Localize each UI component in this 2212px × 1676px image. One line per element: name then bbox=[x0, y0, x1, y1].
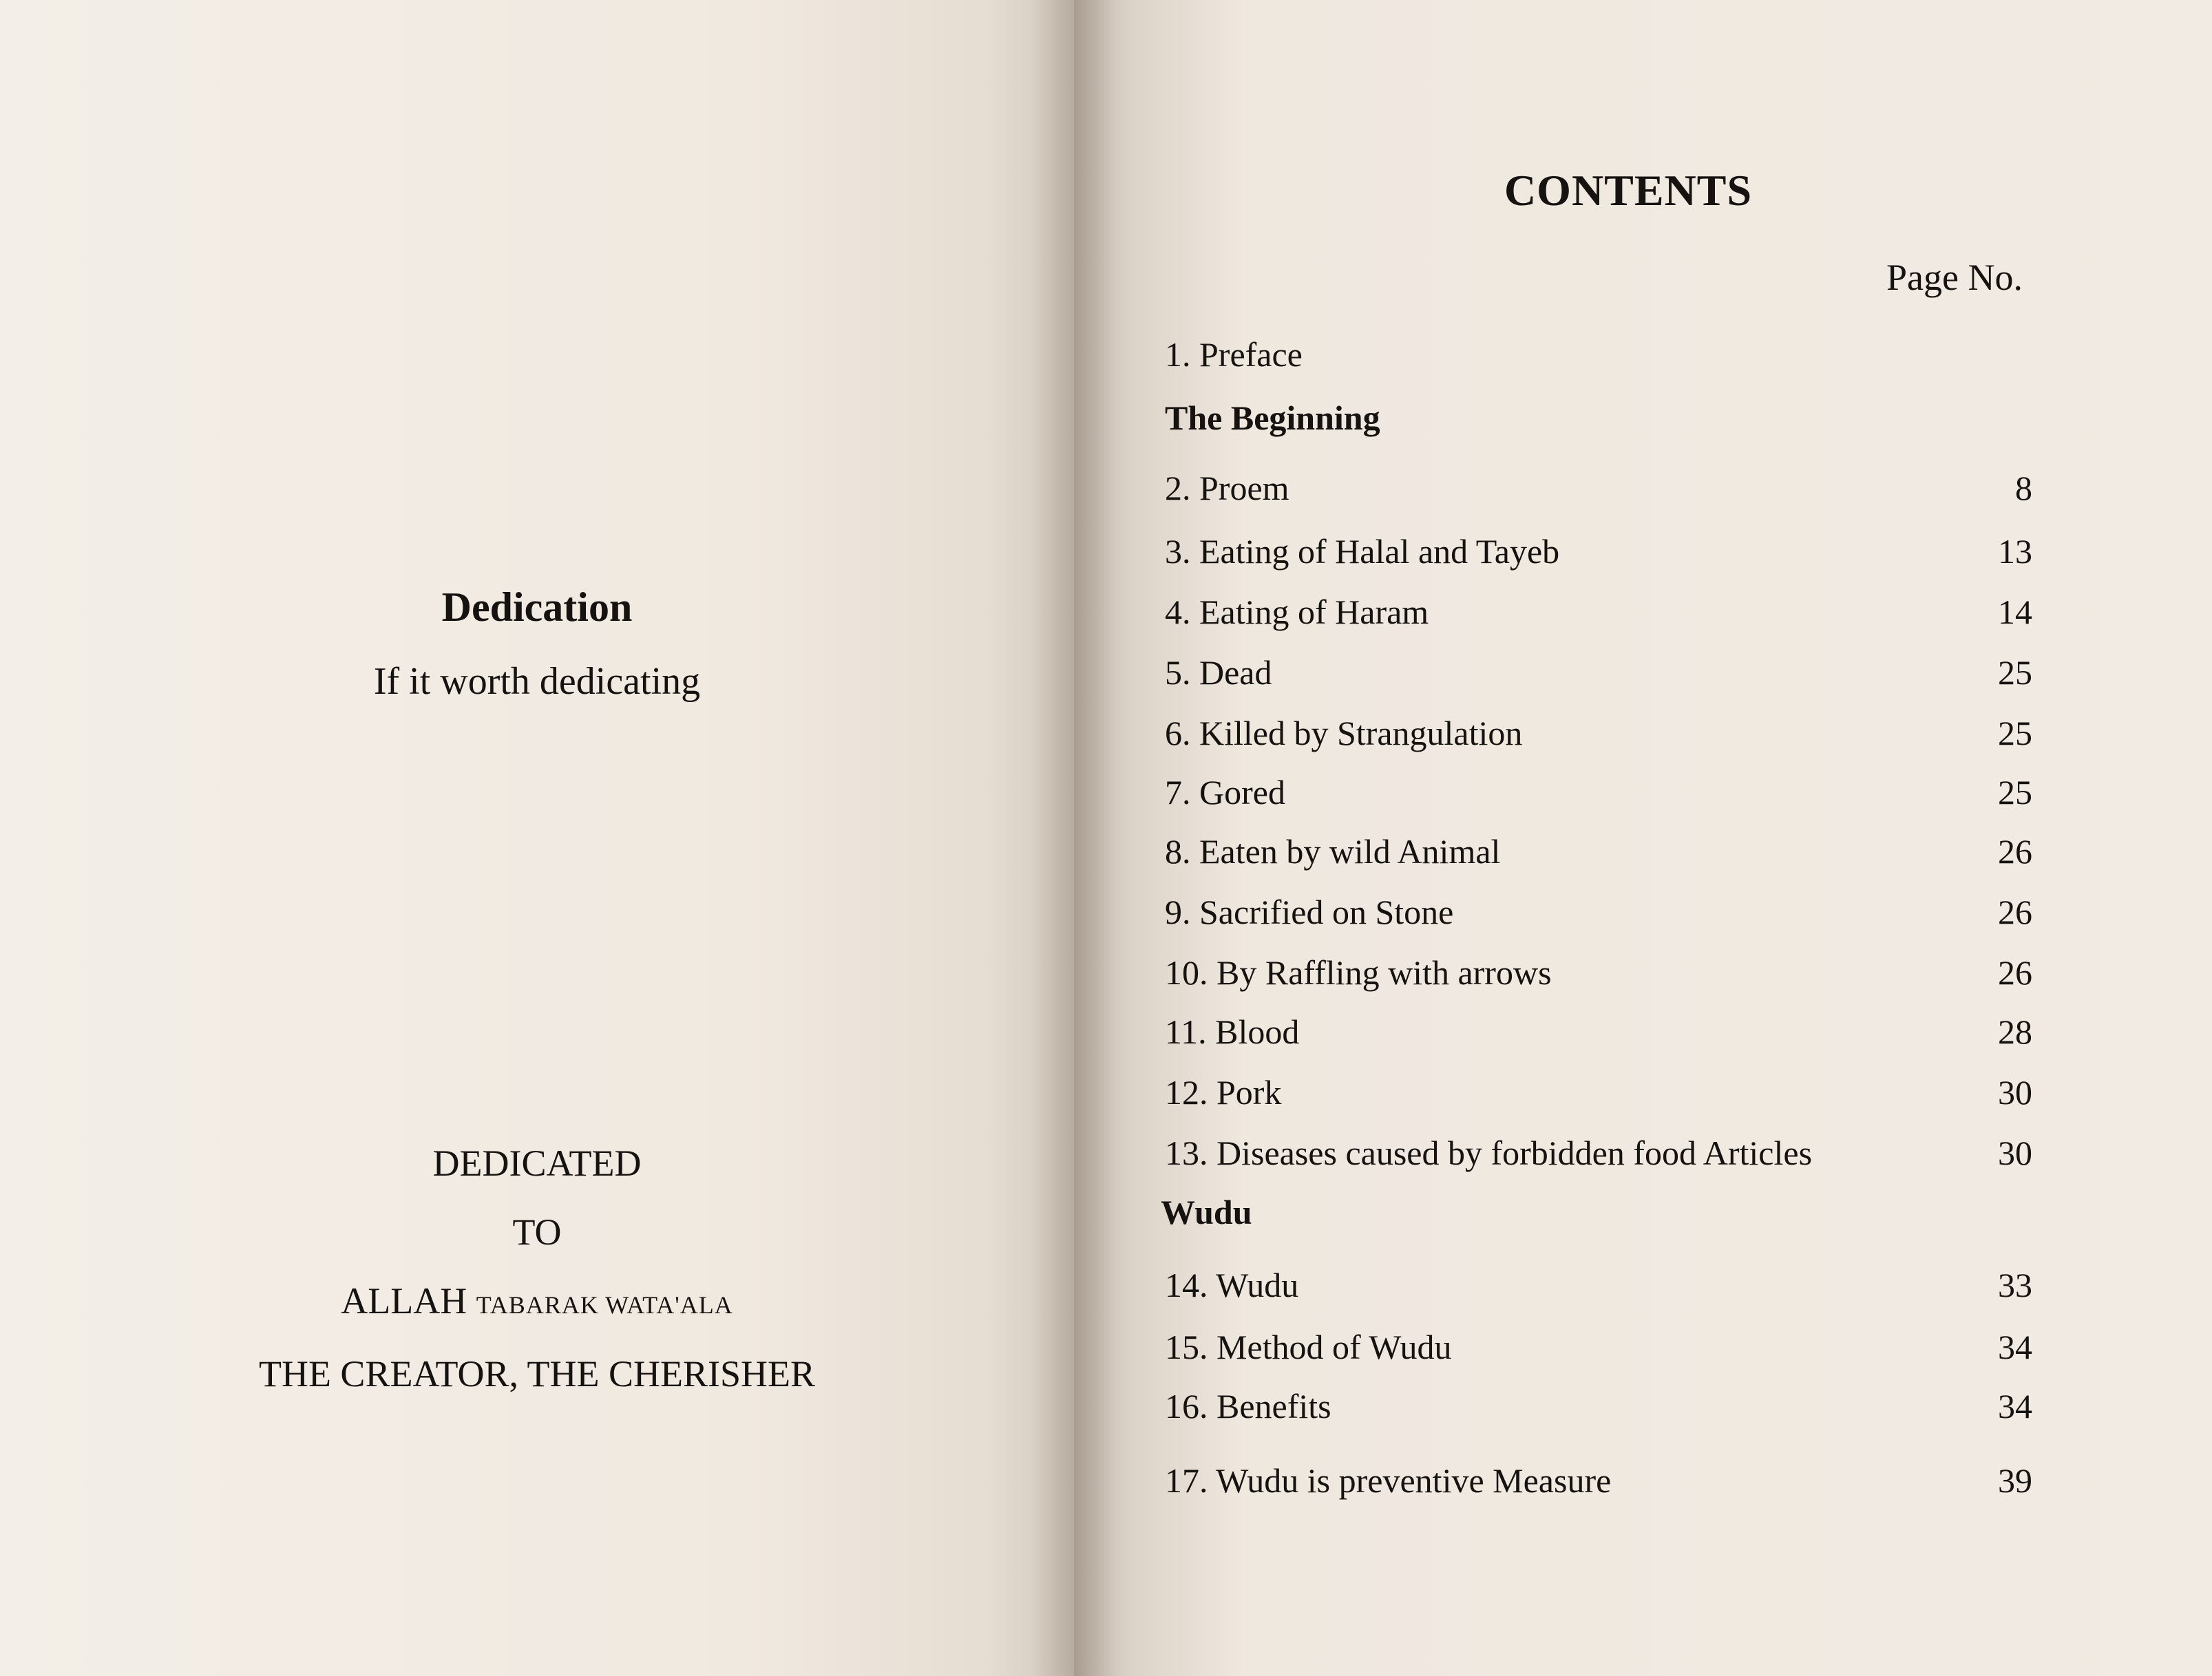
toc-page-number: 34 bbox=[1998, 1328, 2032, 1366]
toc-entry: 16. Benefits bbox=[1165, 1387, 1331, 1425]
contents-title: CONTENTS bbox=[1504, 166, 1753, 215]
toc-page-number: 34 bbox=[1998, 1387, 2032, 1425]
allah-suffix: TABARAK WATA'ALA bbox=[476, 1291, 733, 1319]
toc-entry: 1. Preface bbox=[1165, 335, 1303, 374]
allah-text: ALLAH bbox=[341, 1280, 467, 1322]
toc-entry: 17. Wudu is preventive Measure bbox=[1165, 1461, 1612, 1500]
left-page bbox=[0, 0, 1074, 1676]
toc-page-number: 8 bbox=[2015, 469, 2032, 507]
toc-entry: 6. Killed by Strangulation bbox=[1165, 714, 1523, 752]
toc-page-number: 33 bbox=[1998, 1266, 2032, 1304]
toc-entry: 10. By Raffling with arrows bbox=[1165, 953, 1552, 992]
toc-entry: 13. Diseases caused by forbidden food Articles bbox=[1165, 1134, 1813, 1172]
toc-entry: 12. Pork bbox=[1165, 1073, 1282, 1112]
dedicated-line: DEDICATED bbox=[432, 1143, 642, 1184]
toc-entry: 2. Proem bbox=[1165, 469, 1289, 507]
dedication-block bbox=[0, 1129, 1074, 1408]
toc-entry: 11. Blood bbox=[1165, 1012, 1300, 1051]
toc-page-number: 25 bbox=[1998, 714, 2032, 752]
toc-page-number: 28 bbox=[1998, 1012, 2032, 1051]
section-heading-wudu: Wudu bbox=[1161, 1193, 1252, 1231]
toc-page-number: 13 bbox=[1998, 532, 2032, 571]
toc-entry: 5. Dead bbox=[1165, 653, 1272, 692]
toc-entry: 15. Method of Wudu bbox=[1165, 1328, 1452, 1366]
toc-page-number: 39 bbox=[1998, 1461, 2032, 1500]
book-gutter bbox=[1033, 0, 1115, 1676]
dedication-subtitle: If it worth dedicating bbox=[373, 660, 701, 703]
dedication-title: Dedication bbox=[441, 584, 633, 630]
section-heading-beginning: The Beginning bbox=[1165, 399, 1380, 437]
toc-page-number: 25 bbox=[1998, 773, 2032, 812]
toc-entry: 3. Eating of Halal and Tayeb bbox=[1165, 532, 1560, 571]
page-no-header: Page No. bbox=[1886, 257, 2023, 298]
toc-page-number: 14 bbox=[1998, 593, 2032, 631]
creator-line: THE CREATOR, THE CHERISHER bbox=[258, 1353, 816, 1394]
toc-entry: 14. Wudu bbox=[1165, 1266, 1299, 1304]
toc-entry: 9. Sacrified on Stone bbox=[1165, 893, 1454, 931]
toc-entry: 8. Eaten by wild Animal bbox=[1165, 832, 1501, 871]
toc-page-number: 30 bbox=[1998, 1073, 2032, 1112]
toc-page-number: 26 bbox=[1998, 893, 2032, 931]
toc-entry: 4. Eating of Haram bbox=[1165, 593, 1429, 631]
toc-page-number: 30 bbox=[1998, 1134, 2032, 1172]
toc-page-number: 25 bbox=[1998, 653, 2032, 692]
toc-page-number: 26 bbox=[1998, 832, 2032, 871]
toc-page-number: 26 bbox=[1998, 953, 2032, 992]
toc-entry: 7. Gored bbox=[1165, 773, 1285, 812]
to-line: TO bbox=[512, 1211, 562, 1253]
allah-line bbox=[0, 1266, 1074, 1339]
